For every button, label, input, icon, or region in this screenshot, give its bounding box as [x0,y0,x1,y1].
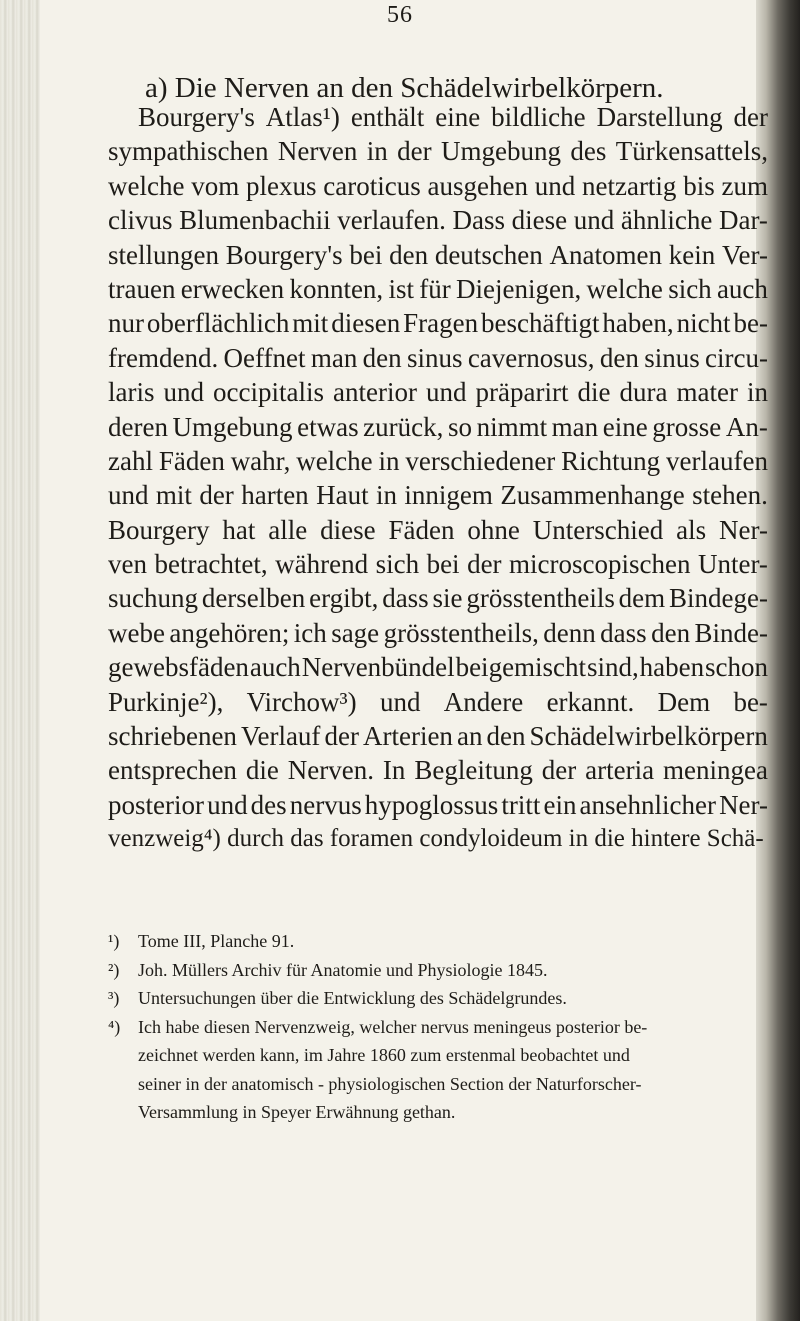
text-line: ven betrachtet, während sich bei der microscopischen Unter- [108,549,768,580]
text-line: sympathischen Nerven in der Umgebung des Türkensattels, [108,136,768,167]
text-line: nur oberflächlich mit diesen Fragen beschäftigt haben, nicht be- [108,308,768,339]
text-line: gewebsfäden auch Nervenbündel beigemischt sind, haben schon [108,652,768,683]
footnote-mark: ²) [108,959,120,980]
body-paragraph [108,100,768,857]
text-line: suchung derselben ergibt, dass sie grösstentheils dem Bindege- [108,583,768,614]
footnote-2 [108,956,768,985]
text-line: webe angehören; ich sage grösstentheils, denn dass den Binde- [108,617,768,648]
page-number: 56 [387,2,413,28]
page-left-edge [0,0,40,1321]
text-line: posterior und des nervus hypoglossus tritt ein ansehnlicher Ner- [108,789,768,820]
footnote-1 [108,927,768,956]
footnote-continuation: seiner in der anatomisch - physiologischen Section der Naturforscher- [138,1073,642,1094]
text-line: Purkinje²), Virchow³) und Andere erkannt. Dem be- [108,686,768,717]
footnote-text: Joh. Müllers Archiv für Anatomie und Physiologie 1845. [138,959,548,980]
footnote-4 [108,1013,768,1042]
footnote-continuation: zeichnet werden kann, im Jahre 1860 zum erstenmal beobachtet und [138,1045,630,1065]
footnote-continuation: Versammlung in Speyer Erwähnung gethan. [138,1102,456,1122]
footnote-text: Tome III, Planche 91. [138,931,295,951]
text-line: trauen erwecken konnten, ist für Diejenigen, welche sich auch [108,273,768,304]
text-line: zahl Fäden wahr, welche in verschiedener Richtung verlaufen [108,445,768,476]
text-line: Bourgery's Atlas¹) enthält eine bildliche Darstellung der [138,102,768,132]
footnote-text: Ich habe diesen Nervenzweig, welcher nervus meningeus posterior be- [138,1016,648,1037]
text-line: venzweig⁴) durch das foramen condyloideum in die hintere Schä- [108,825,764,853]
footnote-text: Untersuchungen über die Entwicklung des Schädelgrundes. [138,988,567,1008]
footnote-3 [108,984,768,1013]
text-line: laris und occipitalis anterior und präparirt die dura mater in [108,377,768,408]
text-line: Bourgery hat alle diese Fäden ohne Unterschied als Ner- [108,514,768,545]
text-line: welche vom plexus caroticus ausgehen und netzartig bis zum [108,170,768,201]
footnote-mark: ¹) [108,931,120,951]
footnote-mark: ⁴) [108,1016,121,1037]
text-line: und mit der harten Haut in innigem Zusammenhange stehen. [108,480,768,511]
text-line: fremdend. Oeffnet man den sinus cavernosus, den sinus circu- [108,342,768,373]
text-line: schriebenen Verlauf der Arterien an den Schädelwirbelkörpern [108,721,768,752]
text-line: entsprechen die Nerven. In Begleitung der arteria meningea [108,755,768,786]
text-line: stellungen Bourgery's bei den deutschen Anatomen kein Ver- [108,239,768,270]
text-line: clivus Blumenbachii verlaufen. Dass diese und ähnliche Dar- [108,205,768,236]
footnote-mark: ³) [108,988,120,1008]
text-line: deren Umgebung etwas zurück, so nimmt man eine grosse An- [108,411,768,442]
section-heading: a) Die Nerven an den Schädelwirbelkörpern. [145,72,664,104]
footnotes [108,927,768,1127]
